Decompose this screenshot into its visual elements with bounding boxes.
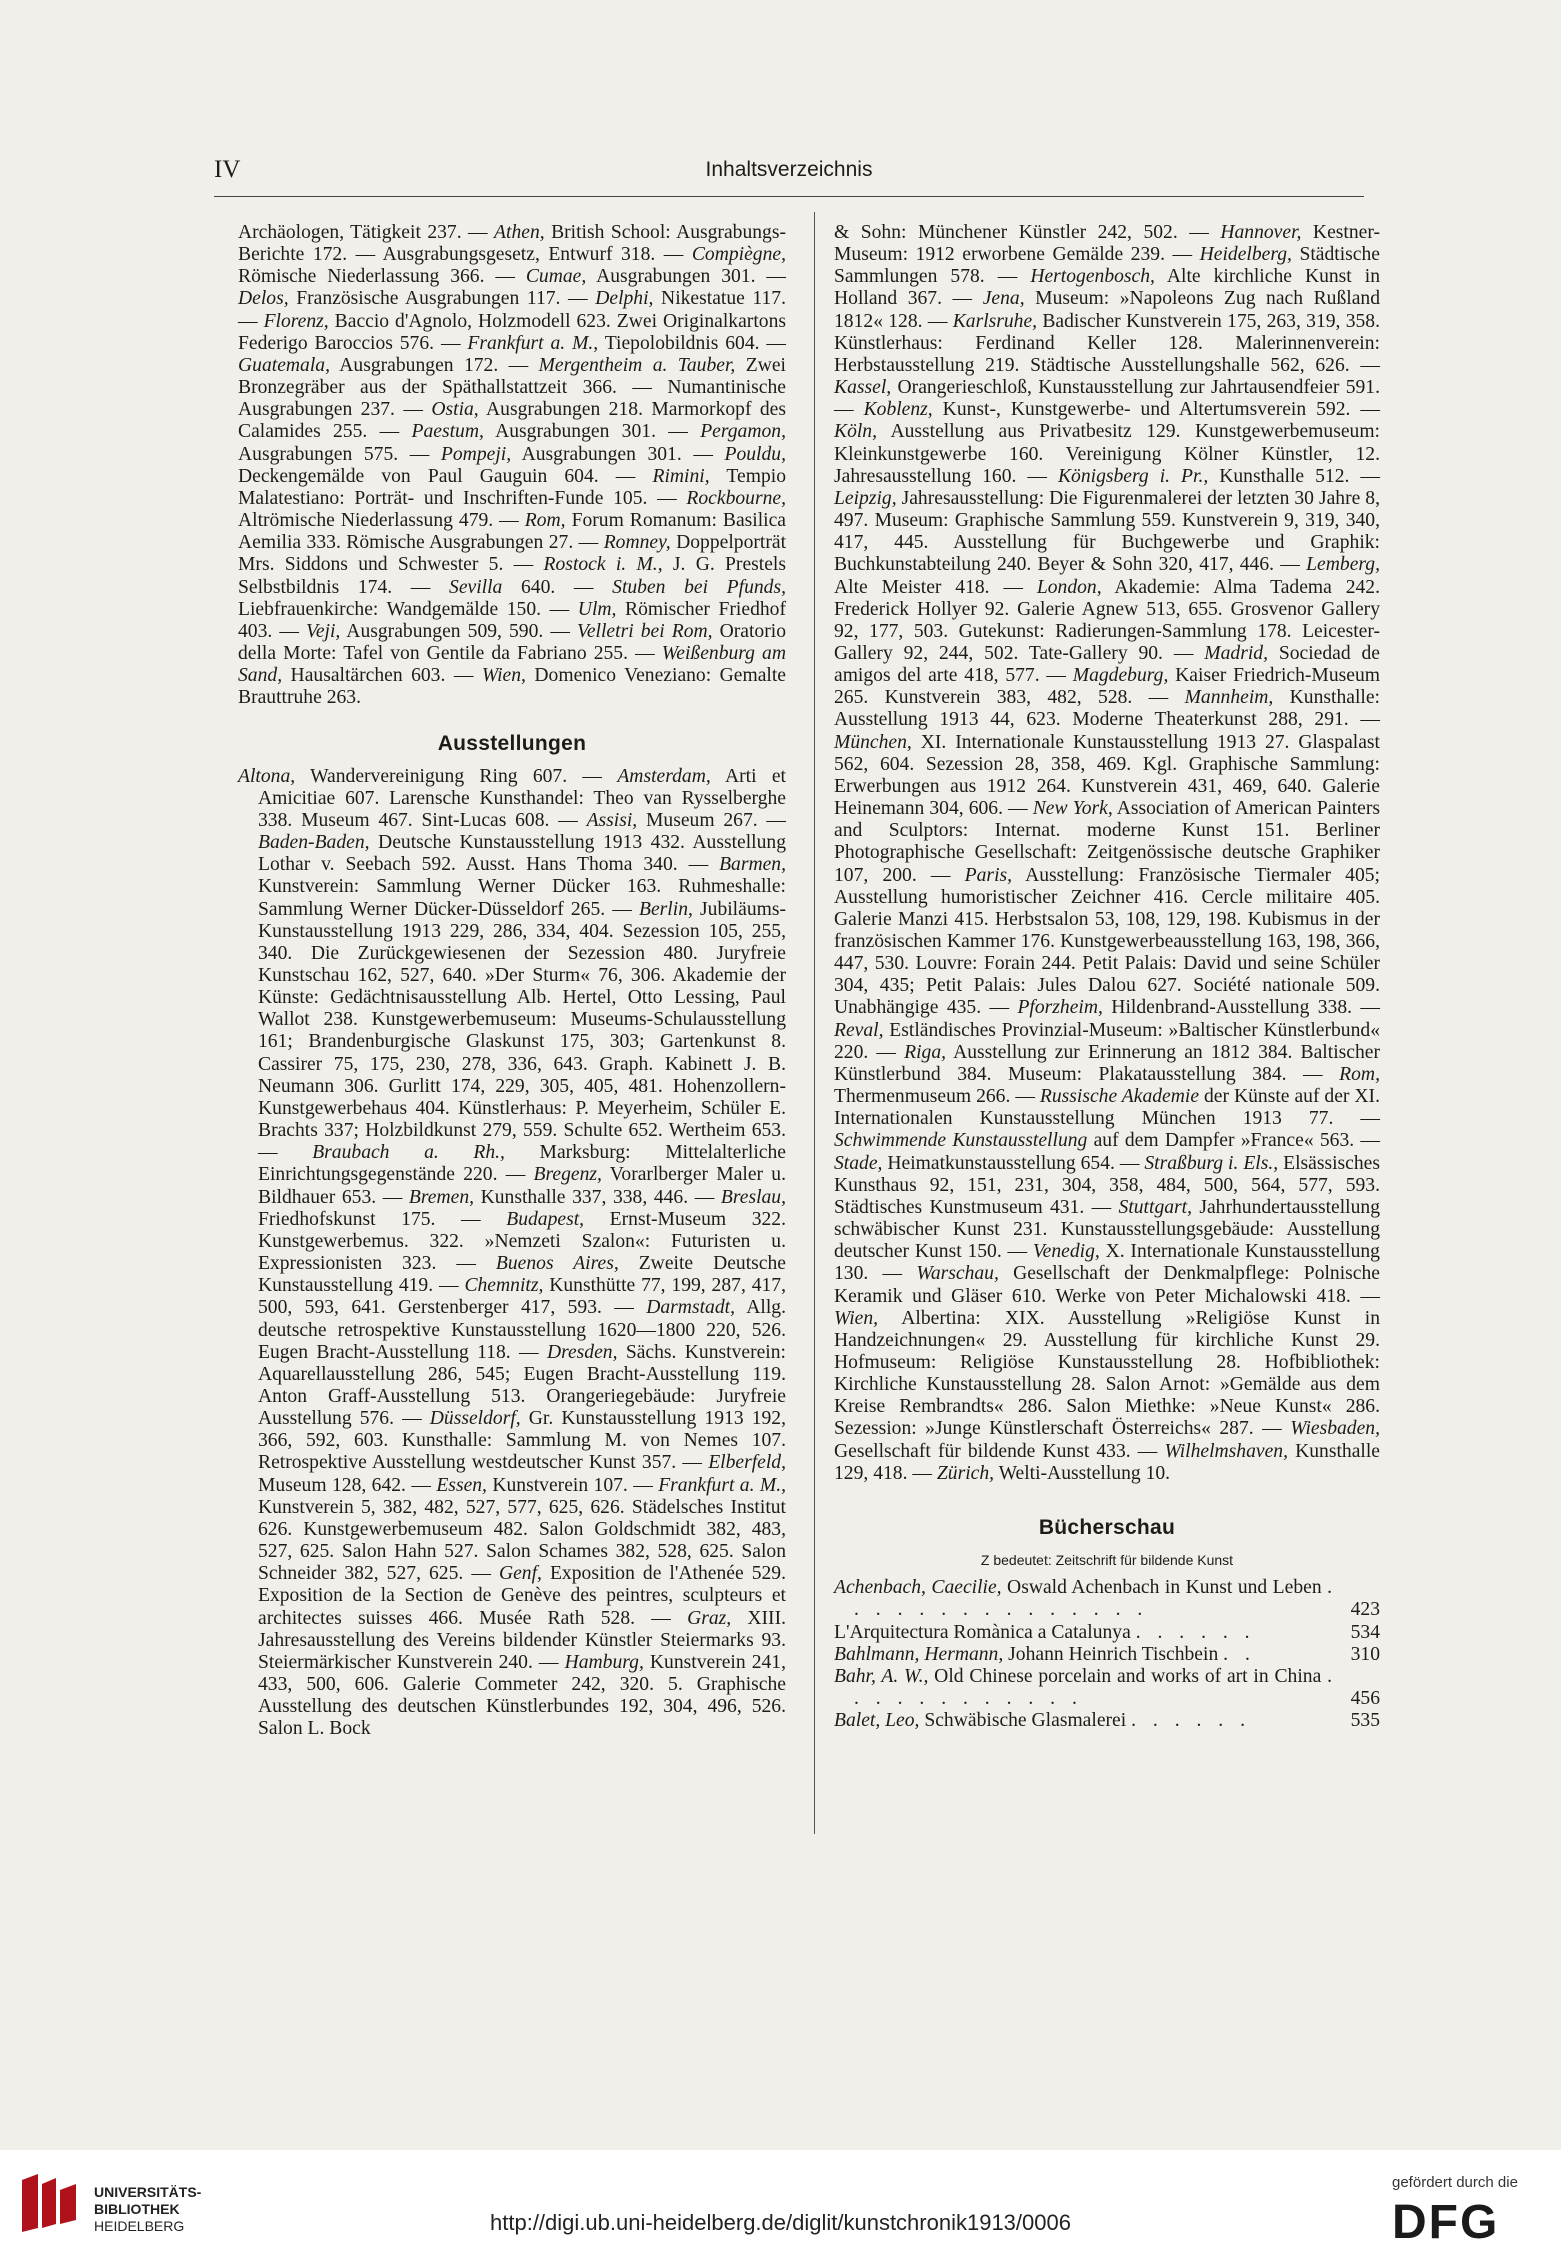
- book-title: Bahlmann, Hermann, Johann Heinrich Tischbein . .: [834, 1643, 1256, 1665]
- book-entry: [834, 1710, 1380, 1732]
- book-page-number: 534: [1350, 1621, 1380, 1643]
- library-line-3: HEIDELBERG: [94, 2218, 185, 2234]
- book-page-number: 423: [1350, 1599, 1380, 1621]
- leader-dots: . . . . . . . . . . . . . . .: [854, 1577, 1339, 1621]
- exhibition-entries: Altona, Wandervereinigung Ring 607. — Amsterdam, Arti et Amicitiae 607. Larensche Kunsthandel: Theo van Rysselberghe 338. Museum 467. Sint-Lucas 608. — Assisi, Museum 267. — Baden-Baden, Deutsche Kunstausstellung 1913 432. Ausstellung Lothar v. Seebach 592. Ausst. Hans Thoma 340. — Barmen, Kunstverein: Sammlung Werner Dücker 163. Ruhmeshalle: Sammlung Werner Dücker-Düsseldorf 265. — Berlin, Jubiläums-Kunstausstellung 1913 229, 286, 334, 404. Sezession 105, 255, 340. Die Zurückgewiesenen der Sezession 480. Juryfreie Kunstschau 162, 527, 640. »Der Sturm« 76, 306. Akademie der Künste: Gedächtnisausstellung Alb. Hertel, Otto Lessing, Paul Wallot 238. Kunstgewerbemuseum: Museums-Schulausstellung 161; Brandenburgische Glaskunst 175, 303; Gartenkunst 8. Cassirer 75, 175, 230, 278, 336, 643. Graph. Kabinett J. B. Neumann 306. Gurlitt 174, 229, 305, 405, 481. Hohenzollern-Kunstgewerbehaus 404. Künstlerhaus: P. Meyerheim, Schüler E. Brachts 337; Holzbildkunst 279, 559. Schulte 652. Wertheim 653. — Braubach a. Rh., Marksburg: Mittelalterliche Einrichtungsgegenstände 220. — Bregenz, Vorarlberger Maler u. Bildhauer 653. — Bremen, Kunsthalle 337, 338, 446. — Breslau, Friedhofskunst 175. — Budapest, Ernst-Museum 322. Kunstgewerbemus. 322. »Nemzeti Szalon«: Futuristen u. Expressionisten 323. — Buenos Aires, Zweite Deutsche Kunstausstellung 419. — Chemnitz, Kunsthütte 77, 199, 287, 417, 500, 593, 641. Gerstenberger 417, 593. — Darmstadt, Allg. deutsche retrospektive Kunstausstellung 1620—1800 220, 526. Eugen Bracht-Ausstellung 118. — Dresden, Sächs. Kunstverein: Aquarellausstellung 286, 545; Eugen Bracht-Ausstellung 119. Anton Graff-Ausstellung 513. Orangeriegebäude: Juryfreie Ausstellung 576. — Düsseldorf, Gr. Kunstausstellung 1913 192, 366, 592, 603. Kunsthalle: Sammlung M. von Nemes 107. Retrospektive Ausstellung westdeutscher Kunst 357. — Elberfeld, Museum 128, 642. — Essen, Kunstverein 107. — Frankfurt a. M., Kunstverein 5, 382, 482, 527, 577, 625, 626. Städelsches Institut 626. Kunstgewerbemuseum 482. Salon Goldschmidt 382, 483, 527, 625. Salon Hahn 527. Salon Schames 382, 528, 625. Salon Schneider 382, 527, 625. — Genf, Exposition de l'Athenée 529. Exposition de la Section de Genève des peintres, sculpteurs et architectes suisses 466. Musée Rath 528. — Graz, XIII. Jahresausstellung des Vereins bildender Künstler Steiermarks 93. Steiermärkischer Kunstverein 240. — Hamburg, Kunstverein 241, 433, 500, 606. Galerie Commeter 242, 320. 5. Graphische Ausstellung des deutschen Künstlerbundes 192, 304, 496, 526. Salon L. Bock: [238, 765, 787, 1740]
- header-rule: [214, 196, 1364, 197]
- running-title: Inhaltsverzeichnis: [705, 158, 873, 181]
- funder-label: gefördert durch die: [1392, 2174, 1518, 2191]
- book-entry: [834, 1666, 1380, 1710]
- book-title: Bahr, A. W., Old Chinese porcelain and works of art in China . . . . . . . . . . . .: [834, 1665, 1339, 1709]
- section-title-exhibitions: Ausstellungen: [437, 732, 587, 756]
- column-divider: [814, 212, 815, 1834]
- section-subtitle: Z bedeutet: Zeitschrift für bildende Kunst: [980, 1552, 1234, 1569]
- leader-dots: . . . . . .: [1131, 1710, 1251, 1732]
- right-column: [834, 222, 1380, 1732]
- section-title-book-reviews: Bücherschau: [1038, 1515, 1176, 1539]
- dfg-logo-icon[interactable]: [1392, 2198, 1532, 2242]
- book-list: [834, 1577, 1380, 1732]
- library-line-1: UNIVERSITÄTS-: [94, 2184, 202, 2200]
- library-line-2: BIBLIOTHEK: [94, 2201, 180, 2217]
- book-title: Balet, Leo, Schwäbische Glasmalerei . . . . . .: [834, 1710, 1251, 1732]
- leader-dots: . .: [1223, 1643, 1256, 1665]
- book-page-number: 535: [1350, 1710, 1380, 1732]
- book-page-number: 456: [1350, 1688, 1380, 1709]
- book-entry: [834, 1622, 1380, 1644]
- leader-dots: . . . . . . . . . . . .: [854, 1665, 1339, 1709]
- left-column: [238, 222, 786, 1740]
- archaeology-entries: Archäologen, Tätigkeit 237. — Athen, British School: Ausgrabungs-Berichte 172. — Ausgrabungsgesetz, Entwurf 318. — Compiègne, Römische Niederlassung 366. — Cumae, Ausgrabungen 301. — Delos, Französische Ausgrabungen 117. — Delphi, Nikestatue 117. — Florenz, Baccio d'Agnolo, Holzmodell 623. Zwei Originalkartons Federigo Baroccios 576. — Frankfurt a. M., Tiepolobildnis 604. — Guatemala, Ausgrabungen 172. — Mergentheim a. Tauber, Zwei Bronzegräber aus der Späthallstattzeit 366. — Numantinische Ausgrabungen 237. — Ostia, Ausgrabungen 218. Marmorkopf des Calamides 255. — Paestum, Ausgrabungen 301. — Pergamon, Ausgrabungen 575. — Pompeji, Ausgrabungen 301. — Pouldu, Deckengemälde von Paul Gauguin 604. — Rimini, Tempio Malatestiano: Porträt- und Inschriften-Funde 105. — Rockbourne, Altrömische Niederlassung 479. — Rom, Forum Romanum: Basilica Aemilia 333. Römische Ausgrabungen 27. — Romney, Doppelporträt Mrs. Siddons und Schwester 5. — Rostock i. M., J. G. Prestels Selbstbildnis 174. — Sevilla 640. — Stuben bei Pfunds, Liebfrauenkirche: Wandgemälde 150. — Ulm, Römischer Friedhof 403. — Veji, Ausgrabungen 509, 590. — Velletri bei Rom, Oratorio della Morte: Tafel von Gentile da Fabriano 255. — Weißenburg am Sand, Hausaltärchen 603. — Wien, Domenico Veneziano: Gemalte Brauttruhe 263.: [238, 222, 787, 709]
- book-entry: [834, 1577, 1380, 1621]
- leader-dots: . . . . . .: [1135, 1621, 1256, 1643]
- source-url-link[interactable]: http://digi.ub.uni-heidelberg.de/diglit/kunstchronik1913/0006: [490, 2210, 1071, 2235]
- exhibition-entries-continued: & Sohn: Münchener Künstler 242, 502. — Hannover, Kestner-Museum: 1912 erworbene Gemälde 239. — Heidelberg, Städtische Sammlungen 578. — Hertogenbosch, Alte kirchliche Kunst in Holland 367. — Jena, Museum: »Napoleons Zug nach Rußland 1812« 128. — Karlsruhe, Badischer Kunstverein 175, 263, 319, 358. Künstlerhaus: Ferdinand Keller 128. Malerinnenverein: Herbstausstellung 219. Städtische Ausstellungshalle 562, 626. — Kassel, Orangerieschloß, Kunstausstellung zur Jahrtausendfeier 591. — Koblenz, Kunst-, Kunstgewerbe- und Altertumsverein 592. — Köln, Ausstellung aus Privatbesitz 129. Kunstgewerbemuseum: Kleinkunstgewerbe 160. Vereinigung Kölner Künstler, 12. Jahresausstellung 160. — Königsberg i. Pr., Kunsthalle 512. — Leipzig, Jahresausstellung: Die Figurenmalerei der letzten 30 Jahre 8, 497. Museum: Graphische Sammlung 559. Kunstverein 9, 319, 340, 417, 445. Ausstellung für Buchgewerbe und Graphik: Buchkunstabteilung 240. Beyer & Sohn 320, 417, 446. — Lemberg, Alte Meister 418. — London, Akademie: Alma Tadema 242. Frederick Hollyer 92. Galerie Agnew 513, 655. Grosvenor Gallery 92, 177, 503. Gutekunst: Radierungen-Sammlung 178. Leicester-Gallery 92, 244, 502. Tate-Gallery 90. — Madrid, Sociedad de amigos del arte 418, 577. — Magdeburg, Kaiser Friedrich-Museum 265. Kunstverein 383, 482, 528. — Mannheim, Kunsthalle: Ausstellung 1913 44, 623. Moderne Theaterkunst 288, 291. — München, XI. Internationale Kunstausstellung 1913 27. Glaspalast 562, 604. Sezession 28, 358, 469. Kgl. Graphische Sammlung: Erwerbungen aus 1912 264. Kunstverein 431, 469, 640. Galerie Heinemann 304, 606. — New York, Association of American Painters and Sculptors: Internat. moderne Kunst 151. Berliner Photographische Gesellschaft: Zeitgenössische deutsche Graphiker 107, 200. — Paris, Ausstellung: Französische Tiermaler 405; Ausstellung humoristischer Zeichner 416. Cercle militaire 405. Galerie Manzi 415. Herbstsalon 53, 108, 129, 198. Kubismus in der französischen Kammer 176. Kunstgewerbeausstellung 163, 198, 366, 447, 530. Louvre: Forain 244. Petit Palais: David und seine Schüler 304, 435; Petit Palais: Jules Dalou 627. Société nationale 509. Unabhängige 435. — Pforzheim, Hildenbrand-Ausstellung 338. — Reval, Estländisches Provinzial-Museum: »Baltischer Künstlerbund« 220. — Riga, Ausstellung zur Erinnerung an 1812 384. Baltischer Künstlerbund 384. Museum: Plakatausstellung 384. — Rom, Thermenmuseum 266. — Russische Akademie der Künste auf der XI. Internationalen Kunstausstellung München 1913 77. — Schwimmende Kunstausstellung auf dem Dampfer »France« 563. — Stade, Heimatkunstausstellung 654. — Straßburg i. Els., Elsässisches Kunsthaus 92, 151, 231, 304, 358, 484, 500, 564, 577, 593. Städtisches Kunstmuseum 431. — Stuttgart, Jahrhundertausstellung schwäbischer Kunst 231. Kunstausstellungsgebäude: Ausstellung deutscher Kunst 150. — Venedig, X. Internationale Kunstausstellung 130. — Warschau, Gesellschaft der Denkmalpflege: Polnische Keramik und Gläser 610. Werke von Peter Michalowski 418. — Wien, Albertina: XIX. Ausstellung »Religiöse Kunst in Handzeichnungen« 29. Ausstellung für kirchliche Kunst 29. Hofmuseum: Religiöse Kunstausstellung 28. Hofbibliothek: Kirchliche Kunstausstellung 28. Salon Arnot: »Gemälde aus dem Kreise Rembrandts« 286. Salon Miethke: »Neue Kunst« 286. Sezession: »Junge Künstlerschaft Österreichs« 287. — Wiesbaden, Gesellschaft für bildende Kunst 433. — Wilhelmshaven, Kunsthalle 129, 418. — Zürich, Welti-Ausstellung 10.: [834, 222, 1381, 1484]
- page-number: IV: [214, 156, 241, 183]
- book-page-number: 310: [1350, 1643, 1380, 1665]
- footer-bar: [0, 2150, 1561, 2253]
- book-entry: [834, 1644, 1380, 1666]
- book-title: Achenbach, Caecilie, Oswald Achenbach in Kunst und Leben . . . . . . . . . . . . . . .: [834, 1577, 1339, 1621]
- dfg-logo-text: DFG: [1392, 2198, 1500, 2242]
- book-title: L'Arquitectura Romànica a Catalunya . . . . . .: [834, 1621, 1256, 1643]
- page-header: [214, 156, 1364, 192]
